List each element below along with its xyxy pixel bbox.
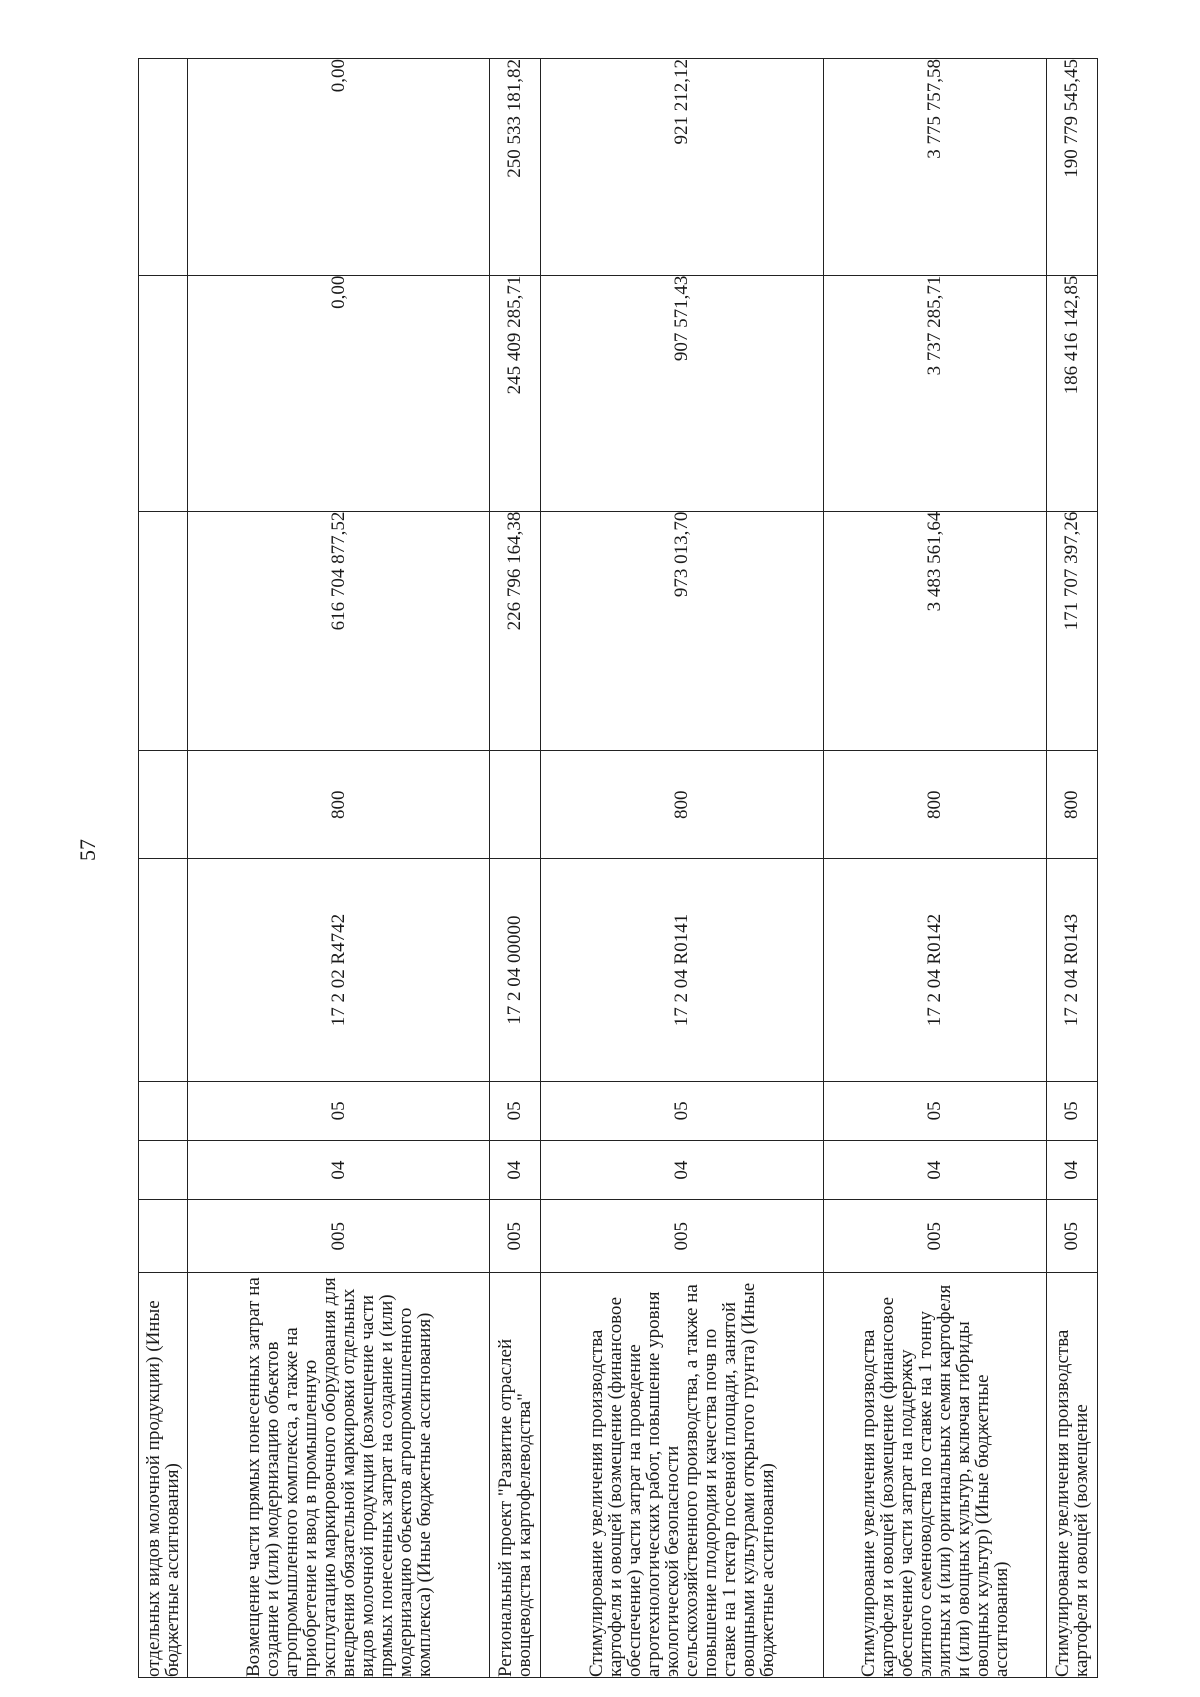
table-row — [139, 59, 188, 1678]
amount-year-1: 973 013,70 — [541, 511, 824, 750]
row-name: Возмещение части прямых понесенных затрат на создание и (или) модернизацию объектов агропромышленного комплекса, а также на приобретение и ввод в промышленную эксплуатацию маркировочного оборудования для внедрения обязательной маркировки отдельных видов молочной продукции (возмещение части прямых понесенных затрат на создание и (или) модернизацию объектов агропромышленного комплекса) (Иные бюджетные ассигнования) — [188, 1273, 490, 1678]
amount-year-3 — [139, 59, 188, 276]
amount-year-2: 0,00 — [188, 275, 490, 511]
row-name: Стимулирование увеличения производства картофеля и овощей (возмещение — [1046, 1273, 1097, 1678]
pr-code: 05 — [541, 1081, 824, 1140]
pr-code: 05 — [824, 1081, 1047, 1140]
grbs-code: 005 — [541, 1200, 824, 1273]
page-number: 57 — [75, 839, 100, 861]
amount-year-3: 921 212,12 — [541, 59, 824, 276]
table-row — [188, 59, 490, 1678]
grbs-code: 005 — [188, 1200, 490, 1273]
row-name: Стимулирование увеличения производства картофеля и овощей (возмещение (финансовое обеспечение) части затрат на поддержку элитного семеноводства по ставке на 1 тонну элитных и (или) оригинальных семян картофеля и (или) овощных культур, включая гибриды овощных культур) (Иные бюджетные ассигнования) — [824, 1273, 1047, 1678]
amount-year-1: 3 483 561,64 — [824, 511, 1047, 750]
rz-code: 04 — [824, 1141, 1047, 1200]
amount-year-1 — [139, 511, 188, 750]
table-row — [1046, 59, 1097, 1678]
amount-year-1: 616 704 877,52 — [188, 511, 490, 750]
table-row — [541, 59, 824, 1678]
csr-code: 17 2 04 00000 — [490, 859, 541, 1081]
grbs-code: 005 — [824, 1200, 1047, 1273]
amount-year-2: 3 737 285,71 — [824, 275, 1047, 511]
budget-table — [138, 58, 1098, 1678]
row-name: отдельных видов молочной продукции) (Иные бюджетные ассигнования) — [139, 1273, 188, 1678]
vr-code: 800 — [824, 751, 1047, 859]
pr-code: 05 — [490, 1081, 541, 1140]
row-name: Стимулирование увеличения производства картофеля и овощей (возмещение (финансовое обеспечение) части затрат на проведение агротехнологических работ, повышение уровня экологической безопасности сельскохозяйственного производства, а также на повышение плодородия и качества почв по ставке на 1 гектар посевной площади, занятой овощными культурами открытого грунта) (Иные бюджетные ассигнования) — [541, 1273, 824, 1678]
csr-code: 17 2 04 R0141 — [541, 859, 824, 1081]
amount-year-2 — [139, 275, 188, 511]
rz-code: 04 — [188, 1141, 490, 1200]
grbs-code: 005 — [490, 1200, 541, 1273]
grbs-code — [139, 1200, 188, 1273]
csr-code: 17 2 04 R0143 — [1046, 859, 1097, 1081]
rz-code: 04 — [1046, 1141, 1097, 1200]
pr-code: 05 — [188, 1081, 490, 1140]
rz-code: 04 — [490, 1141, 541, 1200]
rz-code — [139, 1141, 188, 1200]
csr-code: 17 2 04 R0142 — [824, 859, 1047, 1081]
csr-code — [139, 859, 188, 1081]
budget-table-container — [138, 58, 1098, 1678]
amount-year-3: 0,00 — [188, 59, 490, 276]
row-name: Региональный проект "Развитие отраслей овощеводства и картофелеводства" — [490, 1273, 541, 1678]
csr-code: 17 2 02 R4742 — [188, 859, 490, 1081]
vr-code: 800 — [1046, 751, 1097, 859]
amount-year-3: 3 775 757,58 — [824, 59, 1047, 276]
table-row — [490, 59, 541, 1678]
amount-year-2: 245 409 285,71 — [490, 275, 541, 511]
amount-year-2: 186 416 142,85 — [1046, 275, 1097, 511]
vr-code — [490, 751, 541, 859]
pr-code — [139, 1081, 188, 1140]
amount-year-2: 907 571,43 — [541, 275, 824, 511]
amount-year-1: 226 796 164,38 — [490, 511, 541, 750]
vr-code — [139, 751, 188, 859]
grbs-code: 005 — [1046, 1200, 1097, 1273]
table-row — [824, 59, 1047, 1678]
rz-code: 04 — [541, 1141, 824, 1200]
amount-year-3: 190 779 545,45 — [1046, 59, 1097, 276]
vr-code: 800 — [541, 751, 824, 859]
amount-year-3: 250 533 181,82 — [490, 59, 541, 276]
pr-code: 05 — [1046, 1081, 1097, 1140]
vr-code: 800 — [188, 751, 490, 859]
amount-year-1: 171 707 397,26 — [1046, 511, 1097, 750]
